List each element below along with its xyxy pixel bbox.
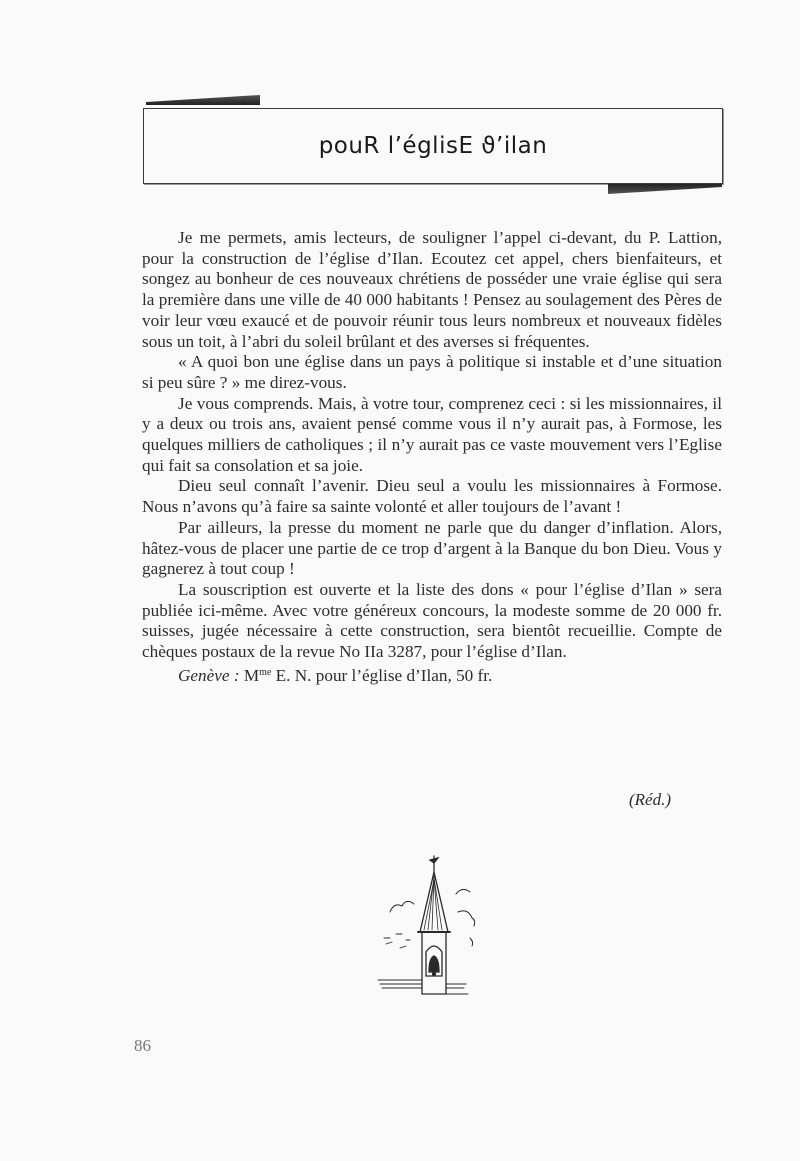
church-bell-tower-icon xyxy=(376,854,480,1000)
paragraph: Dieu seul connaît l’avenir. Dieu seul a voulu les missionnaires à Formose. Nous n’avons qu’à faire sa sainte volonté et aller toujours de l’avant ! xyxy=(142,476,722,517)
article-body xyxy=(142,228,722,686)
title-frame xyxy=(143,108,723,184)
signature: (Réd.) xyxy=(629,790,672,809)
paragraph: Je vous comprends. Mais, à votre tour, comprenez ceci : si les missionnaires, il y a deux ou trois ans, avaient pensé comme vous il n’y aurait pas, à Formose, les quelques milliers de catholiques ; il n’y aurait pas ce vaste mouvement vers l’Eglise qui fait sa consolation et sa joie. xyxy=(142,393,722,475)
title-decor-bar-top xyxy=(146,95,260,105)
gift-text: E. N. pour l’église d’Ilan, 50 fr. xyxy=(271,665,493,685)
paragraph: « A quoi bon une église dans un pays à politique si instable et d’une situation si peu sûre ? » me direz-vous. xyxy=(142,352,722,392)
gift-title-sup: me xyxy=(259,666,272,678)
paragraph: Par ailleurs, la presse du moment ne parle que du danger d’inflation. Alors, hâtez-vous de placer une partie de ce trop d’argent à la Banque du bon Dieu. Vous y gagnerez à tout coup ! xyxy=(142,517,722,579)
page-title: pouR l’églisE ϑ’ilan xyxy=(318,133,548,159)
gift-place: Genève : xyxy=(178,665,240,685)
gift-title: M xyxy=(243,665,260,685)
title-decor-bar-bottom xyxy=(608,184,722,194)
paragraph: La souscription est ouverte et la liste des dons « pour l’église d’Ilan » sera publiée ici-même. Avec votre généreux concours, la modeste somme de 20 000 fr. suisses, jugée nécessaire à cette construction, sera bientôt recueillie. Compte de chèques postaux de la revue No IIa 3287, pour l’église d’Ilan. xyxy=(142,579,722,662)
gift-line xyxy=(142,663,722,687)
paragraph: Je me permets, amis lecteurs, de souligner l’appel ci-devant, du P. Lattion, pour la construction de l’église d’Ilan. Ecoutez cet appel, chers bienfaiteurs, et songez au bonheur de ces nouveaux chrétiens de posséder une vraie église qui sera la première dans une ville de 40 000 habitants ! Pensez au soulagement des Pères de voir leur vœu exaucé et de pouvoir réunir tous leurs nombreux et nouveaux fidèles sous un toit, à l’abri du soleil brûlant et des averses si fréquentes. xyxy=(142,228,722,351)
page-number: 86 xyxy=(134,1036,151,1055)
